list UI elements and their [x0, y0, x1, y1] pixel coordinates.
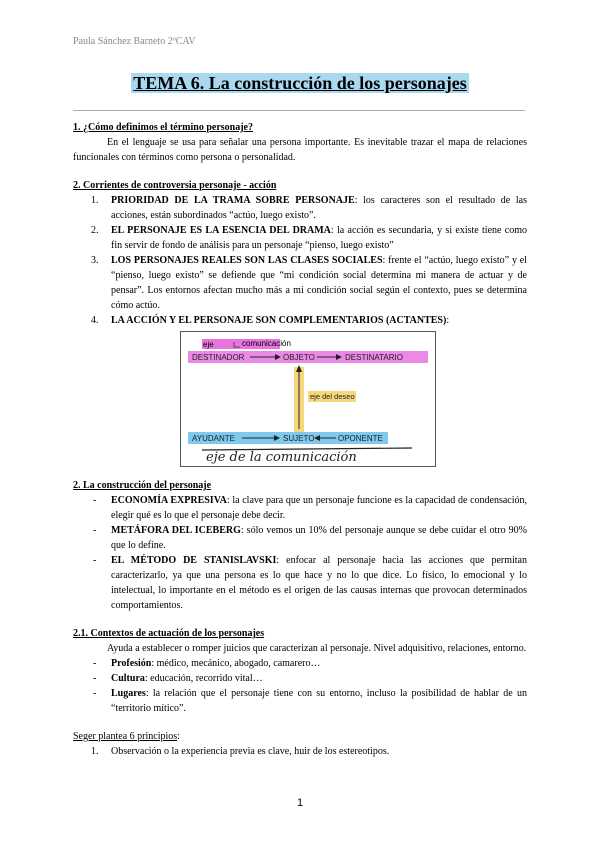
actant-diagram-svg	[180, 331, 436, 467]
page-number: 1	[296, 797, 304, 809]
section-paragraph: Ayuda a establecer o romper juicios que caracterizan al personaje. Nivel adquisitivo, relaciones, entorno.	[107, 643, 527, 654]
label-handwritten: eje de la comunicación	[206, 450, 357, 465]
list-item: - Lugares: la relación que el personaje tiene con su entorno, incluso la posibilidad de hablar de un “territorio mítico”.	[93, 688, 527, 714]
label-oponente: OPONENTE	[338, 434, 383, 443]
actant-diagram	[180, 331, 436, 467]
numbered-list	[73, 744, 527, 759]
section-heading-1: 1. ¿Cómo definimos el término personaje?	[73, 122, 253, 133]
label-destinatario: DESTINATARIO	[345, 353, 403, 362]
label-destinador: DESTINADOR	[192, 353, 245, 362]
list-item: - ECONOMÍA EXPRESIVA: la clave para que un personaje funcione es la capacidad de condensación, elegir qué es lo que el personaje debe decir.	[93, 495, 527, 521]
divider	[73, 110, 525, 111]
section-heading-3: 2. La construcción del personaje	[73, 480, 212, 491]
list-item: 1. Observación o la experiencia previa es clave, huir de los estereotipos.	[91, 746, 390, 757]
list-item: - Profesión: médico, mecánico, abogado, camarero…	[93, 658, 321, 669]
bullet-list	[73, 493, 527, 613]
label-comunicacion: comunicación	[242, 339, 291, 348]
label-objeto: OBJETO	[283, 353, 315, 362]
title-text: TEMA 6. La construcción de los personajes	[133, 73, 467, 93]
list-item: - METÁFORA DEL ICEBERG: sólo vemos un 10% del personaje aunque se debe cuidar el otro 90% que lo define.	[93, 525, 527, 551]
page-title	[0, 73, 600, 94]
section-heading-5: Seger plantea 6 principios:	[73, 731, 180, 742]
document-body	[73, 120, 527, 759]
label-sujeto: SUJETO	[283, 434, 315, 443]
list-item: 1. PRIORIDAD DE LA TRAMA SOBRE PERSONAJE: los caracteres son el resultado de las acciones, están subordinados “actúo, luego existo”.	[91, 195, 527, 221]
bullet-list	[73, 656, 527, 716]
list-item: 2. EL PERSONAJE ES LA ESENCIA DEL DRAMA: la acción es secundaria, y si existe tiene como fin servir de fondo de análisis para un personaje “pienso, luego existo”	[91, 225, 527, 251]
list-item: 4. LA ACCIÓN Y EL PERSONAJE SON COMPLEMENTARIOS (ACTANTES):	[91, 315, 450, 326]
list-item: - EL MÉTODO DE STANISLAVSKI: enfocar al personaje hacia las acciones que permitan caracterizarlo, ya que una persona es lo que hace y no lo que dice. Lo físico, lo emocional y lo intelectual, lo importante en el método es el origen de las causas internas que provocan determinados comportamientos.	[93, 555, 527, 611]
section-paragraph: En el lenguaje se usa para señalar una persona importante. Es inevitable trazar el mapa de relaciones funcionales con términos como persona o personalidad.	[73, 137, 527, 163]
numbered-list	[73, 193, 527, 328]
section-heading-2: 2. Corrientes de controversia personaje - acción	[73, 180, 277, 191]
label-eje-deseo: eje del deseo	[310, 392, 355, 401]
page-header: Paula Sánchez Barneto 2ºCAV	[73, 36, 196, 47]
list-item: 3. LOS PERSONAJES REALES SON LAS CLASES SOCIALES: frente el “actúo, luego existo” y el “pienso, luego existo” se defiende que “mi condición social determina mi manera de actuar y de pensar”. Los entornos afectan mucho más a mi condición social según el contexto, pues se determina cómo actúo.	[91, 255, 527, 311]
list-item: - Cultura: educación, recorrido vital…	[93, 673, 263, 684]
label-ayudante: AYUDANTE	[192, 434, 235, 443]
label-eje: eje	[203, 340, 214, 349]
section-heading-4: 2.1. Contextos de actuación de los personajes	[73, 628, 265, 639]
